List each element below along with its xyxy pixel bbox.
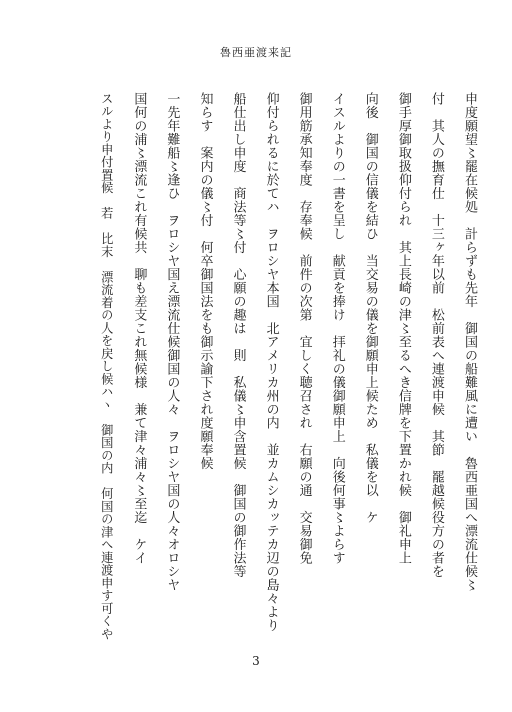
page-number: 3 bbox=[252, 654, 260, 668]
text-line-6: 御用筋承知奉度 存奉候 前件の次第 宜しく聴召され 右願の通 交易御免 bbox=[296, 92, 312, 565]
text-line-7: 仰付られるに於てハ ヲロシヤ本国 北アメリカ州の内 並カムシカッテカ辺の島々より bbox=[263, 92, 279, 632]
text-line-3: 御手厚御取扱仰付られ 其上長崎の津〻至るへき信牌を下置かれ候 御礼申上 bbox=[395, 92, 411, 565]
text-line-1: 申度願望〻罷在候処 計らずも先年 御国の船難風に遭い 魯西亜国へ漂流仕候〻 bbox=[461, 92, 477, 592]
text-line-9: 知らす 案内の儀〻付 何卒御国法をも御示諭下され度願奉候 bbox=[197, 92, 213, 470]
text-line-8: 船仕出し申度 商法等〻付 心願の趣は 則 私儀〻申含置候 御国の御作法等 bbox=[230, 92, 246, 578]
vertical-text-block bbox=[100, 92, 476, 648]
text-line-2: 付 其人の撫育仕 十三ヶ年以前 松前表へ連渡申候 其節 罷越候役方の者を bbox=[428, 92, 444, 578]
text-line-12: スルより申付置候 若 比末 漂流着の人を戻し候ハヽ 御国の内 何国の津へ連渡申す可くや bbox=[99, 92, 114, 641]
text-line-4: 向後 御国の信儀を結ひ 当交易の儀を御願申上候ため 私儀を以 ケ bbox=[362, 92, 378, 524]
text-line-10: 一先年難船〻逢ひ ヲロシヤ国え漂流仕候御国の人々 ヲロシヤ国の人々オロシヤ bbox=[164, 92, 180, 592]
page-header-title: 魯西亜渡来記 bbox=[220, 46, 292, 59]
text-line-5: イスルよりの一書を呈し 献貢を捧け 拝礼の儀御願申上 向後何事〻よらす bbox=[329, 92, 345, 565]
text-line-11: 国何の浦〻漂流これ有候共 聊も差支これ無候様 兼て津々浦々〻至迄 ケイ bbox=[131, 92, 147, 565]
